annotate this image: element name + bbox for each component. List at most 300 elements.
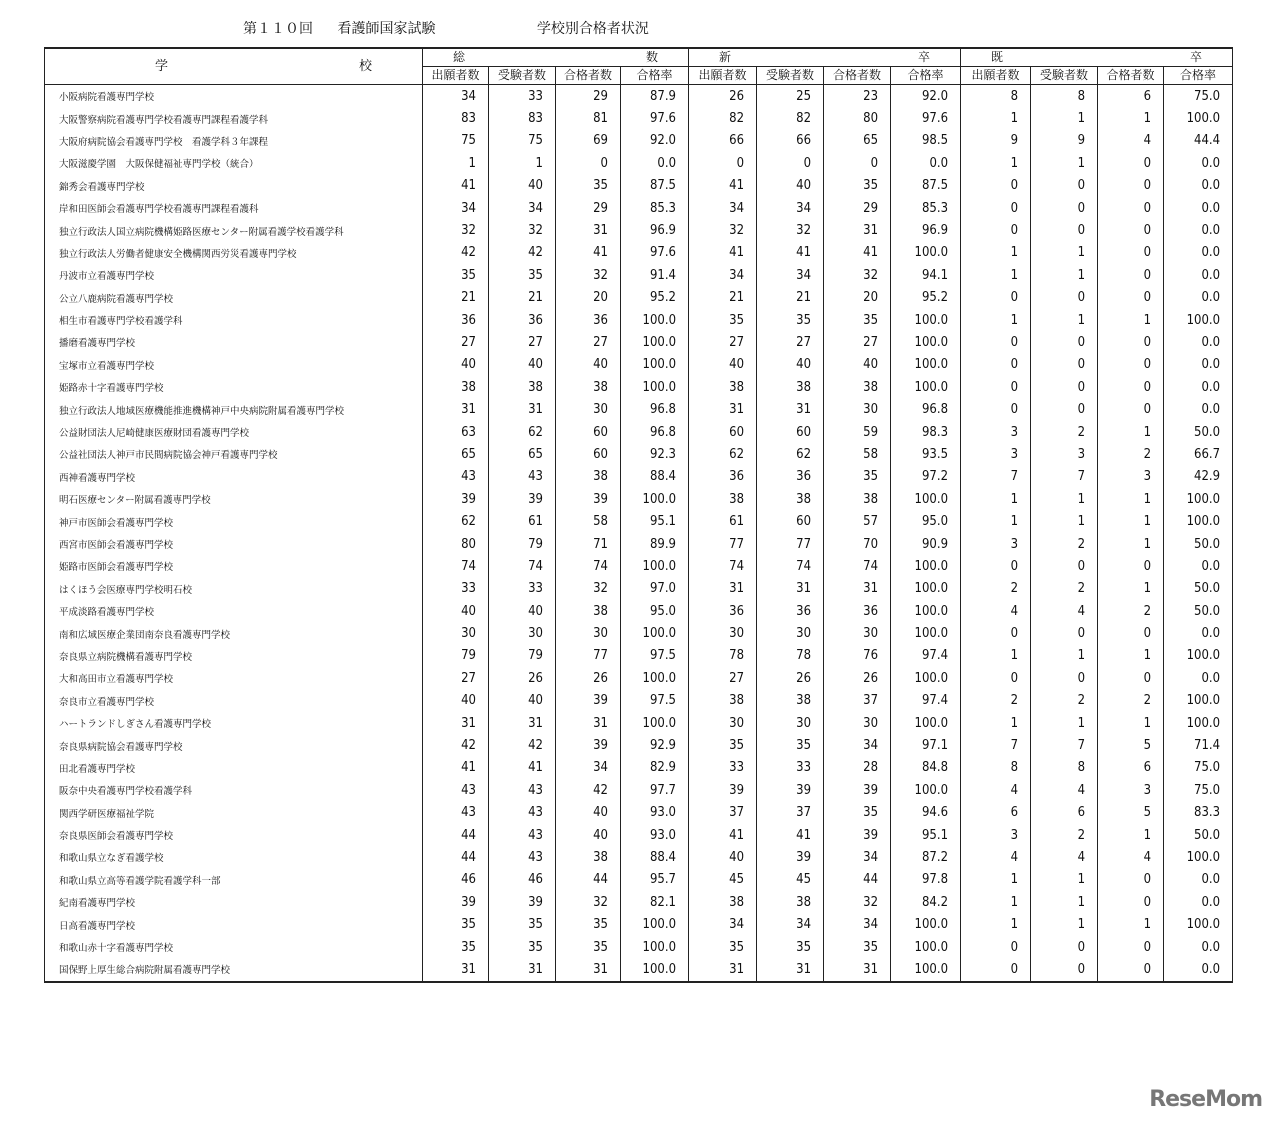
cell-pass-rate: 50.0 (1164, 578, 1233, 600)
school-name: 紀南看護専門学校 (45, 891, 423, 913)
cell-examinees: 36 (489, 309, 556, 331)
cell-pass-rate: 0.0 (1164, 287, 1233, 309)
cell-applicants: 41 (689, 242, 757, 264)
cell-applicants: 1 (961, 309, 1031, 331)
cell-examinees: 25 (757, 85, 824, 108)
cell-passers: 0 (1098, 354, 1164, 376)
cell-passers: 32 (556, 264, 621, 286)
school-name: 岸和田医師会看護専門学校看護専門課程看護科 (45, 197, 423, 219)
cell-passers: 0 (1098, 242, 1164, 264)
cell-examinees: 6 (1031, 802, 1098, 824)
cell-applicants: 65 (423, 443, 489, 465)
cell-pass-rate: 0.0 (1164, 869, 1233, 891)
table-row (45, 958, 1233, 981)
cell-pass-rate: 100.0 (891, 667, 961, 689)
cell-pass-rate: 100.0 (891, 488, 961, 510)
table-row (45, 152, 1233, 174)
cell-examinees: 43 (489, 466, 556, 488)
cell-examinees: 43 (489, 846, 556, 868)
table-row (45, 510, 1233, 532)
header-char: 数 (646, 50, 659, 64)
header-char: 卒 (1190, 50, 1203, 64)
cell-passers: 36 (556, 309, 621, 331)
cell-pass-rate: 100.0 (891, 555, 961, 577)
cell-passers: 31 (556, 958, 621, 981)
header-char: 学 (155, 59, 169, 74)
school-name: 日高看護専門学校 (45, 913, 423, 935)
cell-examinees: 8 (1031, 85, 1098, 108)
cell-examinees: 34 (489, 197, 556, 219)
cell-examinees: 1 (1031, 107, 1098, 129)
cell-applicants: 40 (689, 354, 757, 376)
cell-examinees: 2 (1031, 578, 1098, 600)
table-row (45, 913, 1233, 935)
cell-passers: 0 (1098, 667, 1164, 689)
cell-pass-rate: 97.4 (891, 690, 961, 712)
cell-pass-rate: 0.0 (1164, 354, 1233, 376)
cell-examinees: 83 (489, 107, 556, 129)
cell-examinees: 31 (757, 398, 824, 420)
header-char: 校 (358, 59, 372, 74)
school-name: 和歌山県立高等看護学院看護学科一部 (45, 869, 423, 891)
cell-examinees: 31 (489, 398, 556, 420)
exam-name: 看護師国家試験 (337, 21, 436, 37)
cell-examinees: 30 (489, 622, 556, 644)
cell-applicants: 2 (961, 578, 1031, 600)
cell-examinees: 78 (757, 645, 824, 667)
cell-applicants: 4 (961, 779, 1031, 801)
cell-examinees: 1 (1031, 913, 1098, 935)
cell-examinees: 0 (1031, 287, 1098, 309)
cell-applicants: 31 (689, 958, 757, 981)
cell-applicants: 82 (689, 107, 757, 129)
table-row (45, 555, 1233, 577)
cell-passers: 36 (824, 600, 891, 622)
cell-examinees: 35 (757, 309, 824, 331)
school-name: 明石医療センター附属看護専門学校 (45, 488, 423, 510)
cell-applicants: 34 (423, 197, 489, 219)
cell-applicants: 1 (961, 510, 1031, 532)
cell-passers: 1 (1098, 913, 1164, 935)
cell-pass-rate: 92.0 (621, 130, 689, 152)
header-char: 総 (453, 50, 466, 64)
cell-applicants: 36 (689, 466, 757, 488)
cell-pass-rate: 0.0 (1164, 555, 1233, 577)
cell-pass-rate: 97.2 (891, 466, 961, 488)
cell-passers: 35 (824, 309, 891, 331)
cell-passers: 34 (824, 913, 891, 935)
cell-passers: 65 (824, 130, 891, 152)
school-name: 和歌山県立なぎ看護学校 (45, 846, 423, 868)
cell-applicants: 62 (689, 443, 757, 465)
cell-examinees: 79 (489, 533, 556, 555)
cell-examinees: 0 (1031, 376, 1098, 398)
cell-pass-rate: 85.3 (891, 197, 961, 219)
col-header-pass-rate: 合格率 (1164, 67, 1233, 85)
school-name: 平成淡路看護専門学校 (45, 600, 423, 622)
table-row (45, 667, 1233, 689)
col-header-pass-rate: 合格率 (621, 67, 689, 85)
cell-passers: 26 (824, 667, 891, 689)
col-header-examinees: 受験者数 (757, 67, 824, 85)
cell-passers: 74 (824, 555, 891, 577)
table-row (45, 466, 1233, 488)
cell-passers: 39 (556, 734, 621, 756)
cell-pass-rate: 100.0 (891, 913, 961, 935)
cell-applicants: 1 (961, 488, 1031, 510)
cell-passers: 3 (1098, 466, 1164, 488)
cell-pass-rate: 94.6 (891, 802, 961, 824)
group-header-prior-grad (961, 48, 1233, 67)
cell-examinees: 1 (1031, 645, 1098, 667)
cell-examinees: 35 (757, 734, 824, 756)
cell-passers: 1 (1098, 824, 1164, 846)
cell-examinees: 35 (757, 936, 824, 958)
school-name: 関西学研医療福祉学院 (45, 802, 423, 824)
cell-applicants: 44 (423, 824, 489, 846)
cell-passers: 57 (824, 510, 891, 532)
cell-examinees: 0 (1031, 331, 1098, 353)
cell-applicants: 0 (961, 197, 1031, 219)
table-row (45, 130, 1233, 152)
cell-applicants: 60 (689, 421, 757, 443)
cell-pass-rate: 0.0 (1164, 331, 1233, 353)
cell-examinees: 34 (757, 913, 824, 935)
cell-passers: 0 (1098, 936, 1164, 958)
cell-pass-rate: 0.0 (1164, 376, 1233, 398)
school-name: 西神看護専門学校 (45, 466, 423, 488)
cell-passers: 28 (824, 757, 891, 779)
cell-applicants: 21 (423, 287, 489, 309)
cell-examinees: 77 (757, 533, 824, 555)
cell-examinees: 61 (489, 510, 556, 532)
table-row (45, 219, 1233, 241)
school-name: 阪奈中央看護専門学校看護学科 (45, 779, 423, 801)
cell-examinees: 43 (489, 802, 556, 824)
cell-applicants: 35 (689, 734, 757, 756)
table-row (45, 488, 1233, 510)
cell-pass-rate: 93.0 (621, 824, 689, 846)
cell-applicants: 83 (423, 107, 489, 129)
cell-applicants: 1 (961, 152, 1031, 174)
cell-applicants: 6 (961, 802, 1031, 824)
cell-passers: 5 (1098, 734, 1164, 756)
cell-examinees: 31 (757, 958, 824, 981)
cell-examinees: 37 (757, 802, 824, 824)
cell-pass-rate: 97.1 (891, 734, 961, 756)
cell-examinees: 2 (1031, 824, 1098, 846)
cell-passers: 58 (824, 443, 891, 465)
cell-passers: 6 (1098, 757, 1164, 779)
cell-applicants: 36 (423, 309, 489, 331)
cell-passers: 0 (1098, 398, 1164, 420)
cell-applicants: 62 (423, 510, 489, 532)
cell-pass-rate: 100.0 (621, 376, 689, 398)
cell-examinees: 40 (489, 354, 556, 376)
cell-examinees: 31 (489, 958, 556, 981)
cell-examinees: 7 (1031, 734, 1098, 756)
cell-applicants: 0 (961, 622, 1031, 644)
table-row (45, 846, 1233, 868)
cell-pass-rate: 100.0 (891, 600, 961, 622)
cell-applicants: 0 (689, 152, 757, 174)
cell-examinees: 41 (757, 242, 824, 264)
cell-applicants: 32 (689, 219, 757, 241)
cell-passers: 40 (824, 354, 891, 376)
cell-examinees: 35 (489, 264, 556, 286)
cell-pass-rate: 97.4 (891, 645, 961, 667)
cell-passers: 35 (824, 802, 891, 824)
cell-pass-rate: 89.9 (621, 533, 689, 555)
cell-applicants: 1 (961, 242, 1031, 264)
cell-applicants: 1 (961, 264, 1031, 286)
cell-passers: 2 (1098, 600, 1164, 622)
cell-passers: 70 (824, 533, 891, 555)
cell-pass-rate: 95.2 (891, 287, 961, 309)
cell-applicants: 0 (961, 354, 1031, 376)
cell-applicants: 38 (423, 376, 489, 398)
cell-passers: 32 (824, 264, 891, 286)
cell-pass-rate: 92.3 (621, 443, 689, 465)
cell-passers: 4 (1098, 130, 1164, 152)
table-row (45, 645, 1233, 667)
col-header-examinees: 受験者数 (1031, 67, 1098, 85)
cell-passers: 35 (824, 175, 891, 197)
cell-applicants: 8 (961, 757, 1031, 779)
school-name: 姫路赤十字看護専門学校 (45, 376, 423, 398)
cell-passers: 31 (824, 219, 891, 241)
table-row (45, 891, 1233, 913)
cell-examinees: 82 (757, 107, 824, 129)
cell-passers: 38 (556, 846, 621, 868)
school-name: 神戸市医師会看護専門学校 (45, 510, 423, 532)
cell-applicants: 74 (423, 555, 489, 577)
col-header-examinees: 受験者数 (489, 67, 556, 85)
cell-examinees: 31 (757, 578, 824, 600)
cell-pass-rate: 50.0 (1164, 600, 1233, 622)
cell-pass-rate: 97.6 (891, 107, 961, 129)
cell-pass-rate: 100.0 (1164, 913, 1233, 935)
table-row (45, 354, 1233, 376)
cell-applicants: 38 (689, 488, 757, 510)
cell-examinees: 31 (489, 712, 556, 734)
cell-examinees: 30 (757, 712, 824, 734)
cell-pass-rate: 84.8 (891, 757, 961, 779)
cell-pass-rate: 0.0 (1164, 622, 1233, 644)
cell-passers: 1 (1098, 421, 1164, 443)
cell-examinees: 27 (489, 331, 556, 353)
cell-pass-rate: 95.1 (621, 510, 689, 532)
school-name: 大和高田市立看護専門学校 (45, 667, 423, 689)
cell-applicants: 3 (961, 443, 1031, 465)
table-row (45, 443, 1233, 465)
table-row (45, 757, 1233, 779)
cell-passers: 5 (1098, 802, 1164, 824)
cell-examinees: 36 (757, 466, 824, 488)
school-name: 和歌山赤十字看護専門学校 (45, 936, 423, 958)
cell-pass-rate: 100.0 (891, 578, 961, 600)
cell-examinees: 66 (757, 130, 824, 152)
table-row (45, 107, 1233, 129)
cell-applicants: 0 (961, 219, 1031, 241)
cell-examinees: 26 (757, 667, 824, 689)
school-name: 大阪滋慶学園 大阪保健福祉専門学校（統合） (45, 152, 423, 174)
cell-pass-rate: 50.0 (1164, 824, 1233, 846)
cell-applicants: 39 (423, 488, 489, 510)
cell-examinees: 1 (1031, 242, 1098, 264)
cell-passers: 80 (824, 107, 891, 129)
cell-examinees: 9 (1031, 130, 1098, 152)
school-name: 錦秀会看護専門学校 (45, 175, 423, 197)
cell-applicants: 3 (961, 421, 1031, 443)
cell-passers: 34 (824, 734, 891, 756)
cell-applicants: 4 (961, 600, 1031, 622)
cell-passers: 39 (824, 824, 891, 846)
cell-passers: 60 (556, 443, 621, 465)
cell-passers: 0 (1098, 331, 1164, 353)
cell-passers: 1 (1098, 488, 1164, 510)
cell-examinees: 0 (1031, 197, 1098, 219)
cell-passers: 0 (1098, 555, 1164, 577)
cell-examinees: 0 (1031, 936, 1098, 958)
cell-applicants: 38 (689, 376, 757, 398)
cell-applicants: 0 (961, 667, 1031, 689)
cell-passers: 35 (824, 936, 891, 958)
cell-applicants: 27 (423, 331, 489, 353)
cell-pass-rate: 96.8 (621, 421, 689, 443)
cell-pass-rate: 100.0 (1164, 690, 1233, 712)
cell-pass-rate: 0.0 (891, 152, 961, 174)
school-name: 大阪警察病院看護専門学校看護専門課程看護学科 (45, 107, 423, 129)
cell-examinees: 42 (489, 242, 556, 264)
cell-pass-rate: 100.0 (1164, 645, 1233, 667)
cell-applicants: 0 (961, 936, 1031, 958)
cell-pass-rate: 96.9 (621, 219, 689, 241)
cell-passers: 23 (824, 85, 891, 108)
cell-pass-rate: 0.0 (1164, 152, 1233, 174)
cell-applicants: 1 (961, 645, 1031, 667)
cell-pass-rate: 82.1 (621, 891, 689, 913)
col-header-applicants: 出願者数 (423, 67, 489, 85)
cell-pass-rate: 0.0 (1164, 398, 1233, 420)
cell-passers: 81 (556, 107, 621, 129)
cell-passers: 60 (556, 421, 621, 443)
cell-pass-rate: 75.0 (1164, 757, 1233, 779)
cell-examinees: 38 (757, 376, 824, 398)
cell-applicants: 0 (961, 398, 1031, 420)
cell-passers: 0 (1098, 622, 1164, 644)
cell-applicants: 0 (961, 555, 1031, 577)
cell-pass-rate: 82.9 (621, 757, 689, 779)
cell-applicants: 0 (961, 376, 1031, 398)
cell-applicants: 42 (423, 734, 489, 756)
cell-examinees: 1 (1031, 488, 1098, 510)
cell-passers: 32 (556, 578, 621, 600)
table-row (45, 85, 1233, 108)
cell-examinees: 75 (489, 130, 556, 152)
cell-pass-rate: 84.2 (891, 891, 961, 913)
table-row (45, 421, 1233, 443)
cell-passers: 38 (824, 376, 891, 398)
cell-examinees: 26 (489, 667, 556, 689)
cell-applicants: 40 (423, 354, 489, 376)
cell-pass-rate: 0.0 (1164, 219, 1233, 241)
cell-applicants: 44 (423, 846, 489, 868)
cell-passers: 0 (556, 152, 621, 174)
cell-passers: 2 (1098, 690, 1164, 712)
table-row (45, 869, 1233, 891)
cell-examinees: 36 (757, 600, 824, 622)
cell-pass-rate: 100.0 (891, 354, 961, 376)
cell-passers: 30 (556, 622, 621, 644)
cell-applicants: 1 (961, 712, 1031, 734)
cell-pass-rate: 100.0 (891, 958, 961, 981)
cell-pass-rate: 100.0 (1164, 107, 1233, 129)
cell-passers: 29 (824, 197, 891, 219)
cell-pass-rate: 100.0 (621, 958, 689, 981)
cell-pass-rate: 100.0 (621, 936, 689, 958)
cell-applicants: 41 (689, 175, 757, 197)
school-name: 大阪府病院協会看護専門学校 看護学科３年課程 (45, 130, 423, 152)
cell-passers: 30 (556, 398, 621, 420)
cell-passers: 0 (1098, 197, 1164, 219)
cell-examinees: 62 (489, 421, 556, 443)
cell-applicants: 1 (423, 152, 489, 174)
school-name: 独立行政法人地域医療機能推進機構神戸中央病院附属看護専門学校 (45, 398, 423, 420)
cell-passers: 32 (824, 891, 891, 913)
cell-pass-rate: 96.8 (891, 398, 961, 420)
cell-examinees: 0 (1031, 354, 1098, 376)
cell-examinees: 33 (489, 85, 556, 108)
cell-pass-rate: 96.9 (891, 219, 961, 241)
cell-pass-rate: 100.0 (1164, 309, 1233, 331)
school-name: 田北看護専門学校 (45, 757, 423, 779)
cell-applicants: 0 (961, 287, 1031, 309)
school-name: 播磨看護専門学校 (45, 331, 423, 353)
cell-examinees: 39 (489, 891, 556, 913)
table-row (45, 779, 1233, 801)
cell-pass-rate: 100.0 (621, 712, 689, 734)
cell-passers: 31 (824, 958, 891, 981)
cell-applicants: 41 (423, 175, 489, 197)
cell-applicants: 31 (689, 578, 757, 600)
cell-passers: 40 (556, 354, 621, 376)
cell-passers: 26 (556, 667, 621, 689)
cell-examinees: 1 (489, 152, 556, 174)
cell-passers: 69 (556, 130, 621, 152)
cell-passers: 44 (824, 869, 891, 891)
cell-examinees: 41 (757, 824, 824, 846)
cell-passers: 0 (1098, 869, 1164, 891)
cell-pass-rate: 0.0 (1164, 197, 1233, 219)
cell-pass-rate: 87.2 (891, 846, 961, 868)
cell-passers: 0 (1098, 219, 1164, 241)
cell-passers: 40 (556, 802, 621, 824)
cell-pass-rate: 100.0 (621, 913, 689, 935)
cell-applicants: 26 (689, 85, 757, 108)
cell-pass-rate: 87.5 (891, 175, 961, 197)
cell-examinees: 0 (1031, 175, 1098, 197)
cell-pass-rate: 90.9 (891, 533, 961, 555)
cell-pass-rate: 87.5 (621, 175, 689, 197)
cell-applicants: 4 (961, 846, 1031, 868)
school-name: 独立行政法人国立病院機構姫路医療センター附属看護学校看護学科 (45, 219, 423, 241)
cell-passers: 20 (824, 287, 891, 309)
cell-applicants: 0 (961, 331, 1031, 353)
cell-pass-rate: 88.4 (621, 466, 689, 488)
cell-passers: 44 (556, 869, 621, 891)
col-header-pass-rate: 合格率 (891, 67, 961, 85)
